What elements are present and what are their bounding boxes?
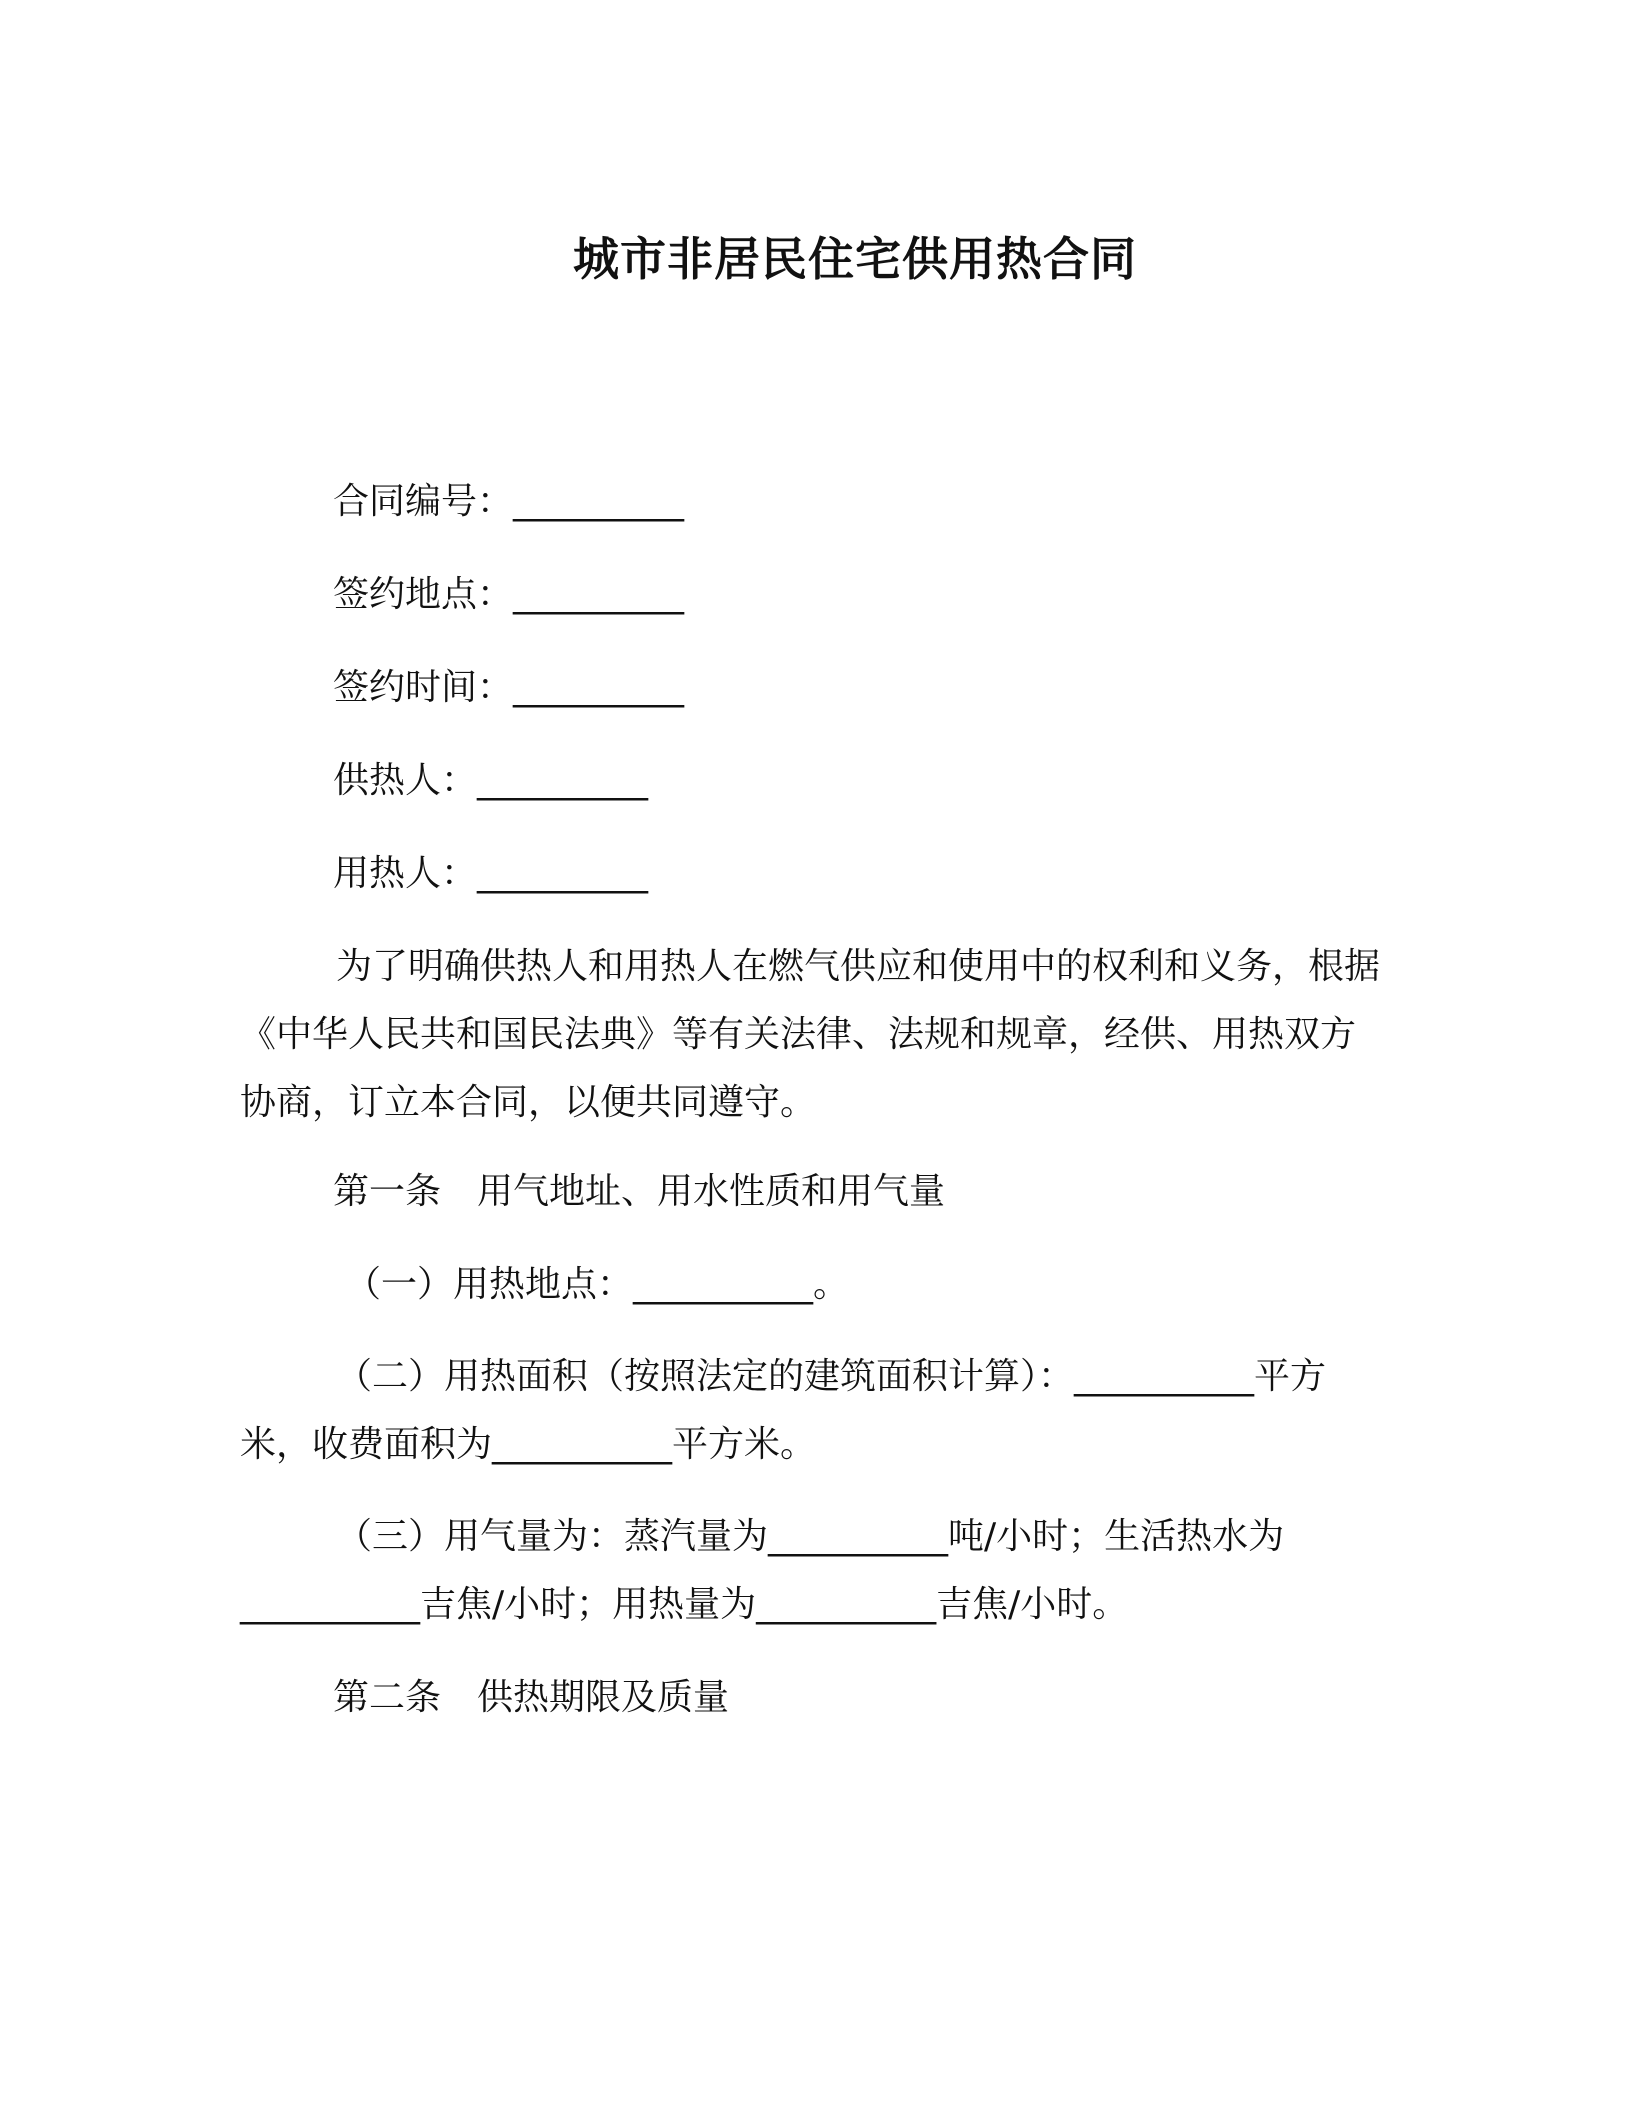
article-1-item-1: （一）用热地点：__________。: [345, 1264, 850, 1305]
document-title: 城市非居民住宅供用热合同: [573, 232, 1137, 286]
field-blank: __________: [477, 853, 648, 894]
field-label: 用热人：: [333, 853, 478, 894]
article-1-item-3: （三）用气量为：蒸汽量为__________吨/小时；生活热水为__________吉焦/小时；用热量为__________吉焦/小时。: [240, 1516, 1285, 1625]
field-label: 签约地点：: [333, 574, 514, 615]
article-2-heading: 第二条 供热期限及质量: [333, 1677, 730, 1718]
field-label: 供热人：: [333, 760, 478, 801]
intro-paragraph: 为了明确供热人和用热人在燃气供应和使用中的权利和义务，根据《中华人民共和国民法典》等有关法律、法规和规章，经供、用热双方协商，订立本合同，以便共同遵守。: [240, 946, 1381, 1123]
field-heat-user: [333, 852, 647, 896]
field-signing-time: [333, 666, 683, 710]
field-blank: __________: [513, 667, 684, 708]
field-blank: __________: [477, 760, 648, 801]
field-blank: __________: [513, 574, 684, 615]
field-label: 签约时间：: [333, 667, 514, 708]
field-label: 合同编号：: [333, 481, 514, 522]
article-1-item-2: （二）用热面积（按照法定的建筑面积计算）：__________平方米，收费面积为__________平方米。: [240, 1356, 1327, 1465]
field-contract-number: [333, 480, 683, 524]
field-signing-place: [333, 573, 683, 617]
article-1-heading: 第一条 用气地址、用水性质和用气量: [333, 1171, 946, 1212]
field-heat-supplier: [333, 759, 647, 803]
field-blank: __________: [513, 481, 684, 522]
